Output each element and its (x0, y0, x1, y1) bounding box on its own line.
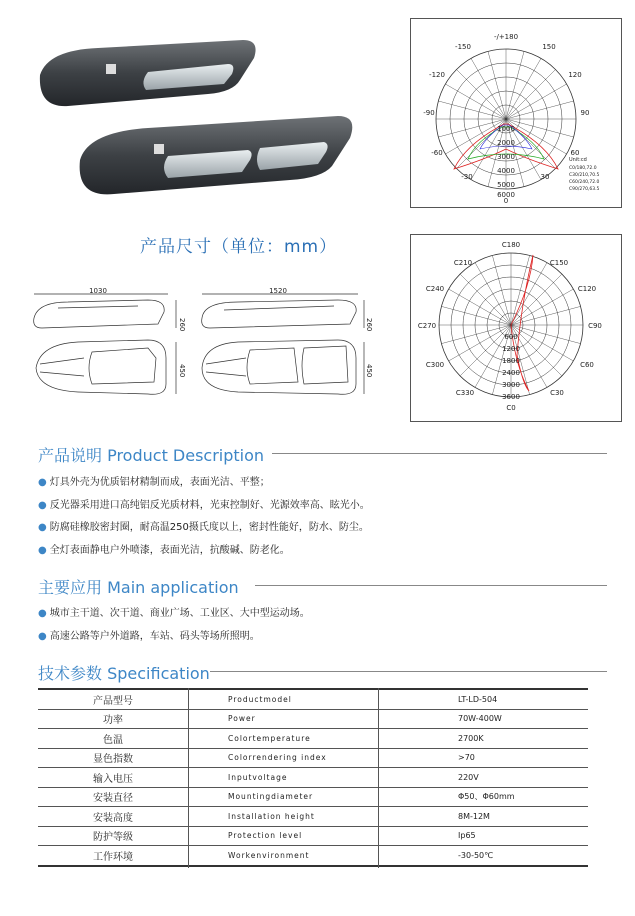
dim-height-2: 260 (365, 318, 373, 332)
spec-cell-value: 70W-400W (408, 709, 588, 729)
table-row (38, 807, 588, 827)
dim-width-1: 1030 (89, 287, 107, 295)
dim-height-1: 260 (178, 318, 186, 332)
dimension-title: 产品尺寸（单位：mm） (140, 237, 338, 257)
polar1-radial: 5000 (497, 181, 515, 189)
description-title: 产品说明 Product Description (38, 446, 265, 465)
polar2-angle: C270 (417, 322, 437, 330)
spec-cell-value: LT-LD-504 (408, 689, 588, 709)
description-item: ● 全灯表面静电户外喷漆，表面光洁，抗酸碱、防老化。 (38, 545, 290, 556)
application-item: ● 高速公路等户外道路，车站、码头等场所照明。 (38, 631, 260, 642)
spec-cell-value: >70 (408, 748, 588, 768)
table-row (38, 748, 588, 768)
polar2-angle: C330 (455, 389, 475, 397)
polar1-angle: -150 (455, 43, 471, 51)
dim-width-2: 1520 (269, 287, 287, 295)
table-divider (188, 688, 189, 868)
spec-cell-value: 220V (408, 768, 588, 788)
polar1-angle: -90 (423, 109, 435, 117)
spec-cell-en: Inputvoltage (188, 768, 408, 788)
polar1-radial: 6000 (497, 191, 515, 199)
description-item: ● 灯具外壳为优质铝材精制而成，表面光洁、平整； (38, 477, 270, 488)
spec-cell-en: Colortemperature (188, 729, 408, 749)
polar2-angle: C0 (506, 404, 516, 412)
spec-cell-value: -30-50℃ (408, 846, 588, 866)
polar-distribution-chart-1 (410, 18, 622, 208)
bullet-icon: ● (38, 545, 47, 556)
polar1-angle: 0 (503, 197, 509, 205)
polar1-angle: 60 (570, 149, 580, 157)
polar1-angle: -30 (461, 173, 473, 181)
table-row (38, 846, 588, 866)
spec-cell-en: Installation height (188, 807, 408, 827)
bullet-icon: ● (38, 631, 47, 642)
spec-cell-en: Mountingdiameter (188, 787, 408, 807)
bullet-icon: ● (38, 500, 47, 511)
spec-cell-value: 8M-12M (408, 807, 588, 827)
spec-cell-cn: 显色指数 (38, 748, 188, 768)
spec-cell-cn: 工作环境 (38, 846, 188, 866)
specification-title: 技术参数 Specification (38, 664, 210, 683)
polar2-angle: C120 (577, 285, 597, 293)
divider (210, 671, 607, 672)
polar1-radial: 1000 (497, 125, 515, 133)
polar1-unit: Unit:cd (569, 157, 587, 163)
polar1-legend: C60/240,72.0 (569, 180, 600, 185)
polar1-legend: C0/180,72.0 (569, 166, 597, 171)
polar1-angle: -120 (429, 71, 445, 79)
polar1-angle: -60 (431, 149, 443, 157)
spec-cell-value: Ip65 (408, 826, 588, 846)
dim-depth-1: 450 (178, 364, 186, 378)
spec-cell-en: Power (188, 709, 408, 729)
polar2-radial: 600 (504, 333, 518, 341)
polar2-radial: 3600 (502, 393, 520, 401)
polar1-angle: 90 (580, 109, 590, 117)
description-item: ● 防腐硅橡胶密封圈，耐高温250摄氏度以上，密封性能好，防水、防尘。 (38, 522, 369, 533)
polar1-top-label: -/+180 (493, 33, 519, 41)
polar1-radial: 4000 (497, 167, 515, 175)
bullet-icon: ● (38, 477, 47, 488)
application-title: 主要应用 Main application (38, 578, 239, 597)
spec-cell-cn: 功率 (38, 709, 188, 729)
spec-cell-value: Φ50、Φ60mm (408, 787, 588, 807)
divider (255, 585, 607, 586)
table-row (38, 709, 588, 729)
description-item: ● 反光器采用进口高纯铝反光质材料，光束控制好、光源效率高、眩光小。 (38, 500, 370, 511)
dim-depth-2: 450 (365, 364, 373, 378)
polar1-legend: C30/210,70.5 (569, 173, 600, 178)
polar2-radial: 1800 (502, 357, 520, 365)
polar2-angle: C30 (550, 389, 564, 397)
polar2-angle: C150 (549, 259, 569, 267)
polar1-angle: 120 (568, 71, 582, 79)
table-row (38, 729, 588, 749)
polar2-radial: 2400 (502, 369, 520, 377)
spec-cell-cn: 色温 (38, 729, 188, 749)
table-row (38, 689, 588, 709)
polar1-angle: 150 (542, 43, 556, 51)
specification-table (38, 688, 588, 867)
polar2-angle: C90 (588, 322, 602, 330)
table-row (38, 826, 588, 846)
polar1-legend: C90/270,63.5 (569, 187, 600, 192)
polar2-angle: C210 (453, 259, 473, 267)
spec-cell-cn: 产品型号 (38, 689, 188, 709)
spec-cell-cn: 输入电压 (38, 768, 188, 788)
spec-cell-cn: 安装直径 (38, 787, 188, 807)
spec-cell-en: Workenvironment (188, 846, 408, 866)
polar2-radial: 1200 (502, 345, 520, 353)
spec-cell-en: Productmodel (188, 689, 408, 709)
polar2-angle: C60 (580, 361, 594, 369)
polar2-angle: C240 (425, 285, 445, 293)
table-row (38, 768, 588, 788)
divider (272, 453, 607, 454)
dimension-drawing (28, 287, 373, 418)
polar1-angle: 30 (540, 173, 550, 181)
application-item: ● 城市主干道、次干道、商业广场、工业区、大中型运动场。 (38, 608, 310, 619)
polar-distribution-chart-2 (410, 234, 622, 422)
bullet-icon: ● (38, 608, 47, 619)
bullet-icon: ● (38, 522, 47, 533)
product-photo (28, 20, 358, 220)
spec-cell-en: Colorrendering index (188, 748, 408, 768)
polar2-angle: C180 (501, 241, 521, 249)
spec-cell-value: 2700K (408, 729, 588, 749)
polar2-angle: C300 (425, 361, 445, 369)
polar1-radial: 3000 (497, 153, 515, 161)
table-row (38, 787, 588, 807)
spec-cell-cn: 安装高度 (38, 807, 188, 827)
polar2-radial: 3000 (502, 381, 520, 389)
spec-cell-cn: 防护等级 (38, 826, 188, 846)
spec-cell-en: Protection level (188, 826, 408, 846)
polar1-radial: 2000 (497, 139, 515, 147)
table-divider (378, 688, 379, 868)
